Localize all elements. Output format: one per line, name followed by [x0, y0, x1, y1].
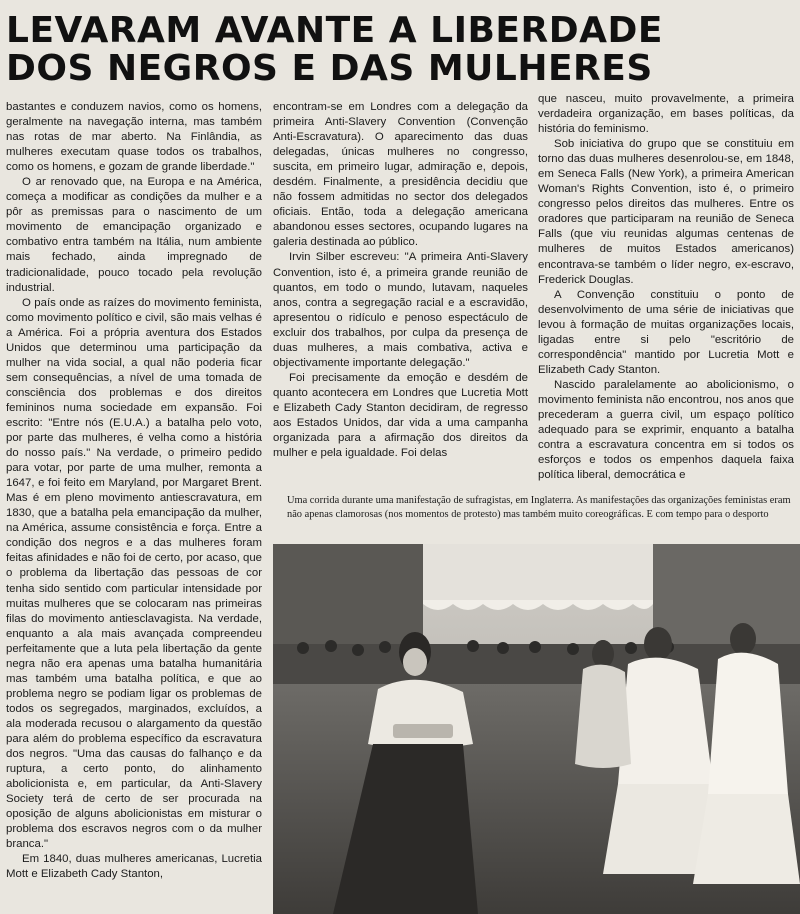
headline — [6, 10, 663, 89]
paragraph: O ar renovado que, na Europa e na América, começa a modificar as condições da mulher e a pôr as premissas para o nascimento de um movimento de emancipação organizado e combativo entra também na Itália, num ambiente mais fechado, ainda impregnado de tradicionalidade, pouco tocado pela revolução industrial. — [6, 176, 262, 294]
text-column-2 — [273, 100, 528, 485]
paragraph: O país onde as raízes do movimento feminista, como movimento político e civil, são mais velhas é a América. Foi a própria aventura dos Estados Unidos que determinou uma participação da mulher na vida social, a qual não poderia ficar sem consequências, a nível de uma tomada de consciência dos problemas e dos direitos femininos numa sociedade em expansão. Foi escrito: "Entre nós (E.U.A.) a batalha pelo voto, por parte das mulheres, é velha como a história do nosso país." Na verdade, o primeiro pedido para votar, por parte de uma mulher, remonta a 1647, e foi feito em Maryland, por Margaret Brent. Mas é em pleno movimento antiescravatura, em 1830, que a batalha pela emancipação da mulher, na América, assume consistência e força. Entre a condição dos negros e a das mulheres foram feitas afinidades e não foi de certo, por acaso, que o problema da libertação das pessoas de cor tenha sido sentido com particular intensidade por muitas mulheres que se colocaram nas primeiras filas do movimento antiesclavagista. Na verdade, enquanto a ala mais avançada compreendeu perfeitamente que a luta pela libertação da gente negra não era apenas uma batalha humanitária mas também uma batalha política, e que ao problema negro se podiam ligar os problemas de todos os segregados, marginados, excluídos, a ala moderada recusou o alargamento da questão para além do problema específico da escravatura dos negros. "Uma das causas do falhanço e da ruptura, a certo ponto, do alinhamento abolicionista e, em particular, da Anti-Slavery Society terá de certo de ser procurada na oposição de alguns abolicionistas em misturar o problema dos escravos negros com o da mulher branca." — [6, 296, 262, 851]
paragraph: Em 1840, duas mulheres americanas, Lucretia Mott e Elizabeth Cady Stanton, — [6, 853, 262, 881]
paragraph: encontram-se em Londres com a delegação da primeira Anti-Slavery Convention (Convenção Anti-Escravatura). O aparecimento das duas delegadas, únicas mulheres no congresso, suscita, em primeiro lugar, admiração e, depois, desdém. Finalmente, a presidência decidiu que não fossem admitidas no sector dos delegados oficiais. Então, toda a delegação americana abandonou esses sectores, ocupando lugares na galeria destinada ao público. — [273, 101, 528, 249]
paragraph: Foi precisamente da emoção e desdém de quanto acontecera em Londres que Lucretia Mott e Elizabeth Cady Stanton decidiram, de regresso aos Estados Unidos, dar vida a uma campanha organizada para a afirmação dos direitos da mulher e pela igualdade. Foi delas — [273, 371, 528, 460]
photo-illustration — [273, 544, 800, 914]
paragraph: Sob iniciativa do grupo que se constituiu em torno das duas mulheres desenrolou-se, em 1848, em Seneca Falls (New York), a primeira American Woman's Rights Convention, isto é, o primeiro congresso pelos direitos das mulheres. Entre os oradores que participaram na reunião de Seneca Falls (que viu reunidas algumas centenas de mulheres de muitos Estados americanos) encontrava-se também o líder negro, ex-escravo, Frederick Douglas. — [538, 138, 794, 286]
photo-caption: Uma corrida durante uma manifestação de sufragistas, em Inglaterra. As manifestações das organizações feministas eram não apenas clamorosas (nos momentos de protesto) mas também muito coreográficas. E com tempo para o desporto — [287, 495, 791, 520]
headline-line-1: LEVARAM AVANTE A LIBERDADE — [6, 10, 663, 51]
paragraph: Irvin Silber escreveu: "A primeira Anti-Slavery Convention, isto é, a primeira grande reunião de quantos, em todo o mundo, lutavam, naqueles anos, contra a segregação racial e a escravidão, apresentou o ridículo e penoso espectáculo de excluir dos trabalhos, por culpa da presença de duas mulheres, a mais combativa, activa e objectivamente importante delegação." — [273, 251, 528, 369]
text-column-3 — [538, 92, 794, 485]
text-column-1 — [6, 100, 262, 912]
paragraph: Nascido paralelamente ao abolicionismo, o movimento feminista não encontrou, nos anos que precederam a guerra civil, um espaço político adequado para se exprimir, enquanto a batalha contra a escravatura concentra em si todos os esforços e todos os empenhos daquela faixa política liberal, democrática e — [538, 378, 794, 482]
paragraph: que nasceu, muito provavelmente, a primeira verdadeira organização, em bases políticas, da história do feminismo. — [538, 93, 794, 136]
paragraph: A Convenção constituiu o ponto de desenvolvimento de uma série de iniciativas que levou à formação de muitas organizações locais, ligadas entre si pelo "escritório de correspondência" mantido por Lucretia Mott e Elizabeth Cady Stanton. — [538, 288, 794, 376]
headline-line-2: DOS NEGROS E DAS MULHERES — [6, 48, 653, 89]
suffragette-race-photo — [273, 544, 800, 914]
paragraph: bastantes e conduzem navios, como os homens, geralmente na navegação interna, mas também nas rotas de mar aberto. Na Finlândia, as mulheres executam quase todos os trabalhos, como os homens, e gozam de grande liberdade." — [6, 101, 262, 174]
